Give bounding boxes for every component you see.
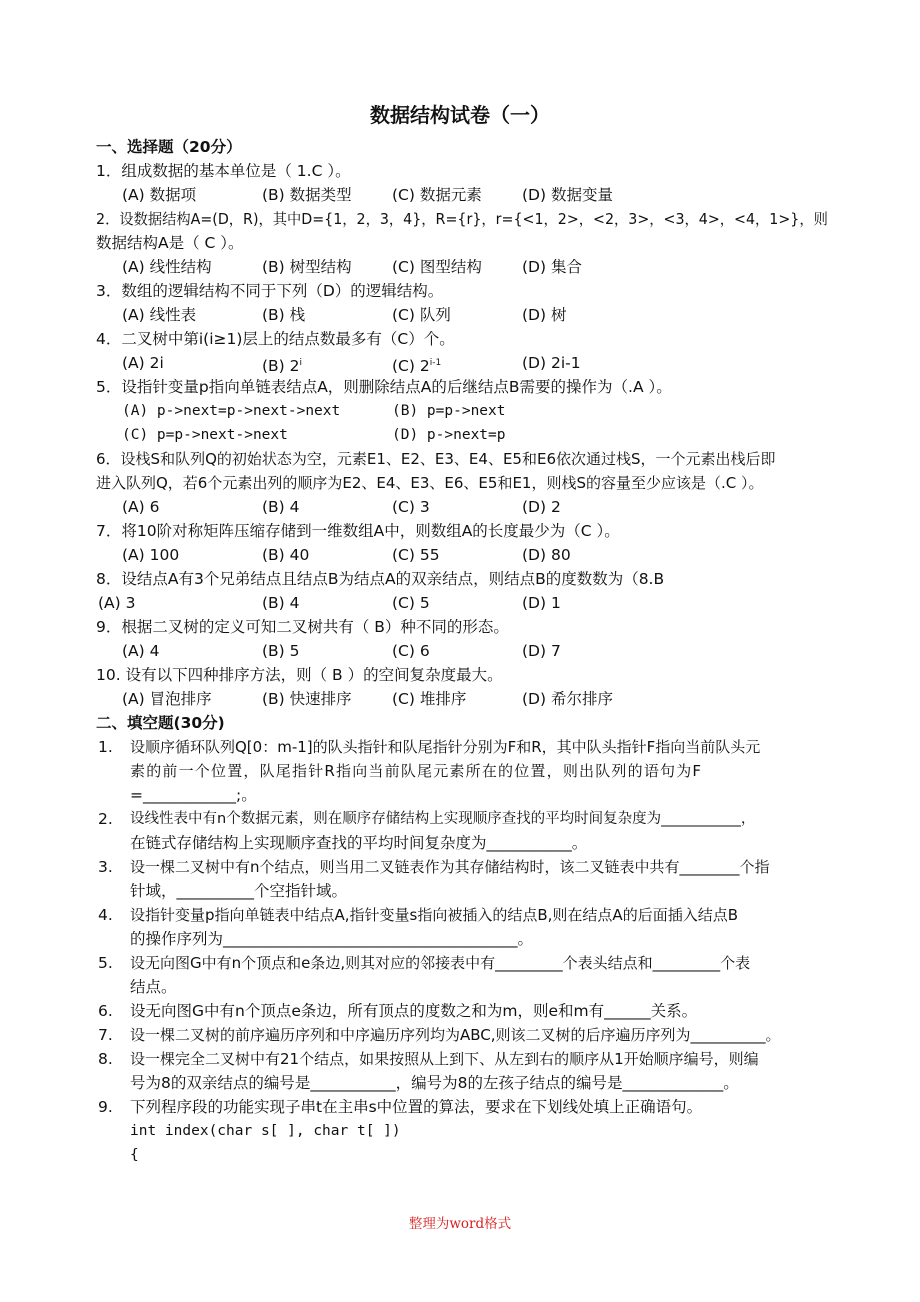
fill-1-line-2: 素的前一个位置，队尾指针R指向当前队尾元素所在的位置，则出队列的语句为F	[130, 762, 703, 780]
q2-option-c: (C) 图型结构	[392, 258, 482, 276]
q9-option-a: (A) 4	[122, 642, 160, 660]
q9-option-d: (D) 7	[522, 642, 561, 660]
fill-4-number: 4.	[98, 906, 113, 924]
q2-option-d: (D) 集合	[522, 258, 582, 276]
q8-option-d: (D) 1	[522, 594, 561, 612]
question-7: 7．将10阶对称矩阵压缩存储到一维数组A中，则数组A的长度最少为（C ）。	[96, 522, 620, 540]
fill-2-number: 2.	[98, 810, 113, 828]
question-1: 1．组成数据的基本单位是（ 1.C ）。	[96, 162, 351, 180]
q4-option-d: (D) 2i-1	[522, 354, 581, 372]
q6-option-d: (D) 2	[522, 498, 561, 516]
q1-option-c: (C) 数据元素	[392, 186, 482, 204]
fill-8-line-1: 设一棵完全二叉树中有21个结点，如果按照从上到下、从左到右的顺序从1开始顺序编号，则编	[130, 1050, 759, 1068]
q7-option-b: (B) 40	[262, 546, 310, 564]
fill-5-line-2: 结点。	[130, 978, 177, 996]
section-heading-choice: 一、选择题（20分）	[96, 138, 242, 156]
question-6-line-2: 进入队列Q，若6个元素出列的顺序为E2、E4、E3、E6、E5和E1，则栈S的容量至少应该是（.C ）。	[96, 474, 764, 492]
question-2-line-1: 2．设数据结构A=(D，R)，其中D={1，2，3，4}，R={r}，r={<1，2>，<2，3>，<3，4>，<4，1>}，则	[96, 210, 828, 228]
question-8: 8．设结点A有3个兄弟结点且结点B为结点A的双亲结点，则结点B的度数数为（8.B	[96, 570, 665, 588]
q7-option-a: (A) 100	[122, 546, 180, 564]
q5-option-c: (C) p=p->next->next	[122, 427, 288, 443]
question-5: 5．设指针变量p指向单链表结点A，则删除结点A的后继结点B需要的操作为（.A ）。	[96, 378, 672, 396]
q2-option-a: (A) 线性结构	[122, 258, 212, 276]
q8-option-b: (B) 4	[262, 594, 300, 612]
question-2-line-2: 数据结构A是（ C ）。	[96, 234, 244, 252]
fill-8-number: 8.	[98, 1050, 113, 1068]
q10-option-b: (B) 快速排序	[262, 690, 352, 708]
q6-option-b: (B) 4	[262, 498, 300, 516]
page-title: 数据结构试卷（一）	[370, 103, 550, 127]
q8-option-a: (A) 3	[98, 594, 136, 612]
q10-option-d: (D) 希尔排序	[522, 690, 613, 708]
q4-option-c: (C) 2$^{i-1}$	[392, 357, 442, 376]
page-footer: 整理为word格式	[408, 1216, 512, 1232]
q7-option-c: (C) 55	[392, 546, 440, 564]
question-9: 9．根据二叉树的定义可知二叉树共有（ B）种不同的形态。	[96, 618, 509, 636]
q9-option-b: (B) 5	[262, 642, 300, 660]
q2-option-b: (B) 树型结构	[262, 258, 352, 276]
fill-2-line-1: 设线性表中有n个数据元素，则在顺序存储结构上实现顺序查找的平均时间复杂度为___________，	[130, 811, 756, 827]
fill-7-line-1: 设一棵二叉树的前序遍历序列和中序遍历序列均为ABC,则该二叉树的后序遍历序列为__________。	[130, 1026, 781, 1044]
code-line-1: int index(char s[ ], char t[ ])	[130, 1123, 401, 1139]
fill-7-number: 7.	[98, 1026, 113, 1044]
q9-option-c: (C) 6	[392, 642, 430, 660]
q3-option-a: (A) 线性表	[122, 306, 197, 324]
fill-3-line-2: 针域，__________个空指针域。	[130, 882, 348, 900]
fill-4-line-1: 设指针变量p指向单链表中结点A,指针变量s指向被插入的结点B,则在结点A的后面插入结点B	[130, 906, 738, 924]
q3-option-c: (C) 队列	[392, 306, 451, 324]
q4-option-a: (A) 2i	[122, 354, 164, 372]
q1-option-b: (B) 数据类型	[262, 186, 352, 204]
q7-option-d: (D) 80	[522, 546, 571, 564]
q5-option-b: (B) p=p->next	[392, 403, 506, 419]
q10-option-a: (A) 冒泡排序	[122, 690, 212, 708]
q1-option-d: (D) 数据变量	[522, 186, 613, 204]
fill-9-line-1: 下列程序段的功能实现子串t在主串s中位置的算法，要求在下划线处填上正确语句。	[130, 1098, 703, 1116]
fill-1-number: 1.	[98, 738, 113, 756]
fill-5-line-1: 设无向图G中有n个顶点和e条边,则其对应的邻接表中有_________个表头结点和_________个表	[130, 954, 751, 972]
q6-option-a: (A) 6	[122, 498, 160, 516]
fill-9-number: 9.	[98, 1098, 113, 1116]
question-3: 3．数组的逻辑结构不同于下列（D）的逻辑结构。	[96, 282, 444, 300]
question-6-line-1: 6．设栈S和队列Q的初始状态为空，元素E1、E2、E3、E4、E5和E6依次通过栈S，一个元素出栈后即	[96, 450, 776, 468]
fill-8-line-2: 号为8的双亲结点的编号是___________，编号为8的左孩子结点的编号是_____________。	[130, 1074, 739, 1092]
question-4: 4．二叉树中第i(i≥1)层上的结点数最多有（C）个。	[96, 330, 455, 348]
fill-1-line-3: =____________;。	[130, 786, 257, 804]
q6-option-c: (C) 3	[392, 498, 430, 516]
q5-option-d: (D) p->next=p	[392, 427, 506, 443]
q3-option-b: (B) 栈	[262, 306, 306, 324]
fill-6-number: 6.	[98, 1002, 113, 1020]
fill-2-line-2: 在链式存储结构上实现顺序查找的平均时间复杂度为___________。	[130, 834, 588, 852]
code-line-2: {	[130, 1147, 139, 1163]
fill-1-line-1: 设顺序循环队列Q[0：m-1]的队头指针和队尾指针分别为F和R，其中队头指针F指向当前队头元	[130, 738, 761, 756]
q4-option-b: (B) 2$^i$	[262, 357, 303, 376]
fill-3-line-1: 设一棵二叉树中有n个结点，则当用二叉链表作为其存储结构时，该二叉链表中共有________个指	[130, 858, 770, 876]
q8-option-c: (C) 5	[392, 594, 430, 612]
question-10: 10. 设有以下四种排序方法，则（ B ）的空间复杂度最大。	[96, 666, 503, 684]
q5-option-a: (A) p->next=p->next->next	[122, 403, 341, 419]
q1-option-a: (A) 数据项	[122, 186, 197, 204]
fill-3-number: 3.	[98, 858, 113, 876]
q3-option-d: (D) 树	[522, 306, 567, 324]
q10-option-c: (C) 堆排序	[392, 690, 467, 708]
fill-6-line-1: 设无向图G中有n个顶点e条边，所有顶点的度数之和为m，则e和m有______关系。	[130, 1002, 698, 1020]
fill-4-line-2: 的操作序列为______________________________________。	[130, 930, 534, 948]
section-heading-fill-in: 二、填空题(30分)	[96, 714, 225, 732]
fill-5-number: 5.	[98, 954, 113, 972]
